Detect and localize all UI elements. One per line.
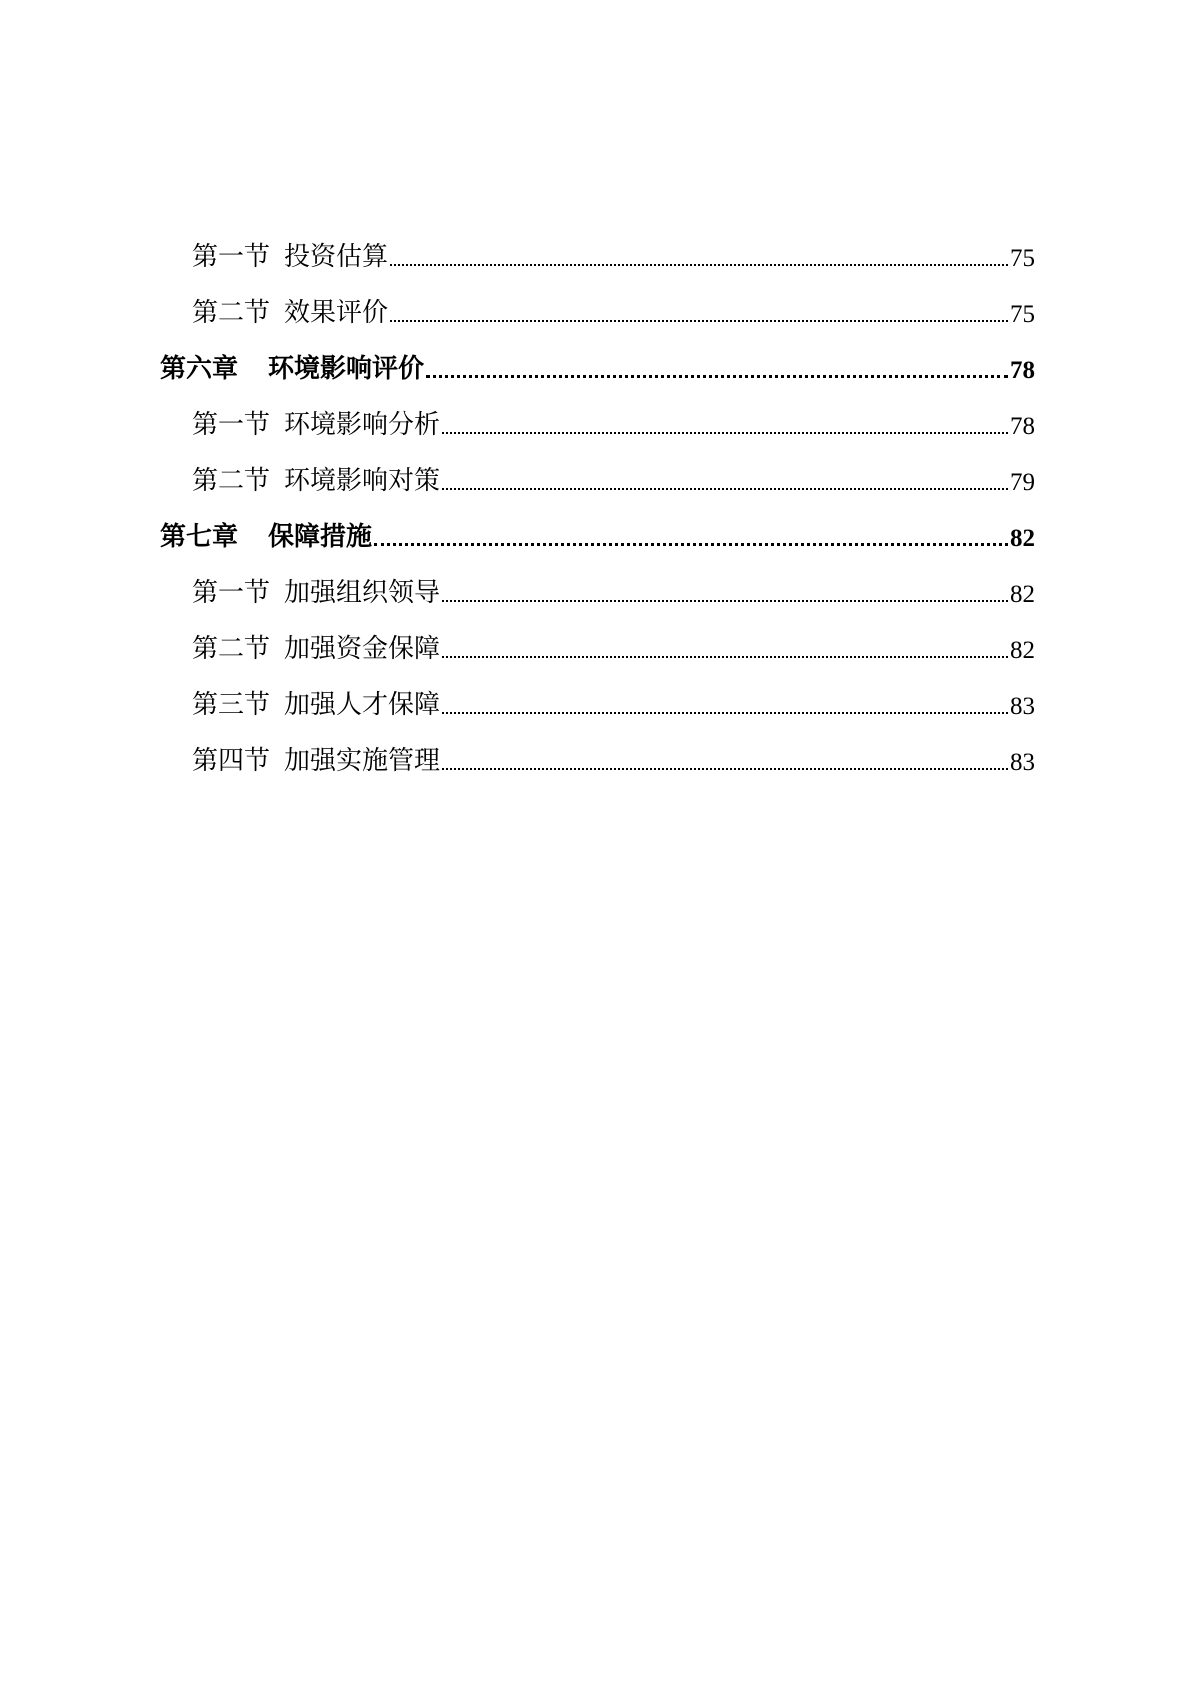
dot-leader — [442, 600, 1008, 602]
toc-entry-number: 第二节 — [192, 466, 271, 496]
toc-page-number: 79 — [1010, 469, 1035, 496]
toc-entry-title: 加强实施管理 — [284, 746, 441, 776]
toc-page-number: 78 — [1010, 357, 1035, 384]
toc-entry-number: 第六章 — [160, 354, 239, 384]
toc-entry-number: 第一节 — [192, 242, 271, 272]
toc-entry-section[interactable] — [160, 441, 1035, 497]
toc-entry-number: 第一节 — [192, 410, 271, 440]
dot-leader — [442, 768, 1008, 770]
toc-entry-number: 第二节 — [192, 298, 271, 328]
toc-entry-title: 加强组织领导 — [284, 578, 441, 608]
toc-page-number: 78 — [1010, 413, 1035, 440]
dot-leader — [442, 712, 1008, 714]
toc-page-number: 83 — [1010, 749, 1035, 776]
dot-leader — [374, 543, 1008, 546]
table-of-contents — [160, 217, 1035, 777]
dot-leader — [442, 488, 1008, 490]
toc-entry-title: 环境影响分析 — [284, 410, 441, 440]
toc-entry-section[interactable] — [160, 609, 1035, 665]
toc-page-number: 75 — [1010, 245, 1035, 272]
toc-entry-title: 环境影响对策 — [284, 466, 441, 496]
toc-entry-chapter[interactable] — [160, 497, 1035, 553]
toc-entry-title: 环境影响评价 — [268, 354, 425, 384]
dot-leader — [442, 656, 1008, 658]
toc-entry-title: 加强人才保障 — [284, 690, 441, 720]
toc-entry-number: 第二节 — [192, 634, 271, 664]
toc-entry-number: 第七章 — [160, 522, 239, 552]
dot-leader — [390, 320, 1008, 322]
toc-entry-title: 保障措施 — [268, 522, 373, 552]
toc-page-number: 82 — [1010, 637, 1035, 664]
toc-entry-number: 第一节 — [192, 578, 271, 608]
toc-entry-title: 投资估算 — [284, 242, 389, 272]
toc-entry-section[interactable] — [160, 273, 1035, 329]
dot-leader — [442, 432, 1008, 434]
toc-entry-title: 加强资金保障 — [284, 634, 441, 664]
toc-entry-section[interactable] — [160, 217, 1035, 273]
toc-entry-title: 效果评价 — [284, 298, 389, 328]
dot-leader — [390, 264, 1008, 266]
toc-entry-number: 第四节 — [192, 746, 271, 776]
dot-leader — [426, 375, 1008, 378]
toc-entry-section[interactable] — [160, 553, 1035, 609]
toc-page-number: 82 — [1010, 581, 1035, 608]
toc-entry-section[interactable] — [160, 385, 1035, 441]
toc-entry-chapter[interactable] — [160, 329, 1035, 385]
toc-page-number: 75 — [1010, 301, 1035, 328]
toc-page-number: 82 — [1010, 525, 1035, 552]
toc-page-number: 83 — [1010, 693, 1035, 720]
toc-entry-number: 第三节 — [192, 690, 271, 720]
toc-entry-section[interactable] — [160, 665, 1035, 721]
toc-entry-section[interactable] — [160, 721, 1035, 777]
